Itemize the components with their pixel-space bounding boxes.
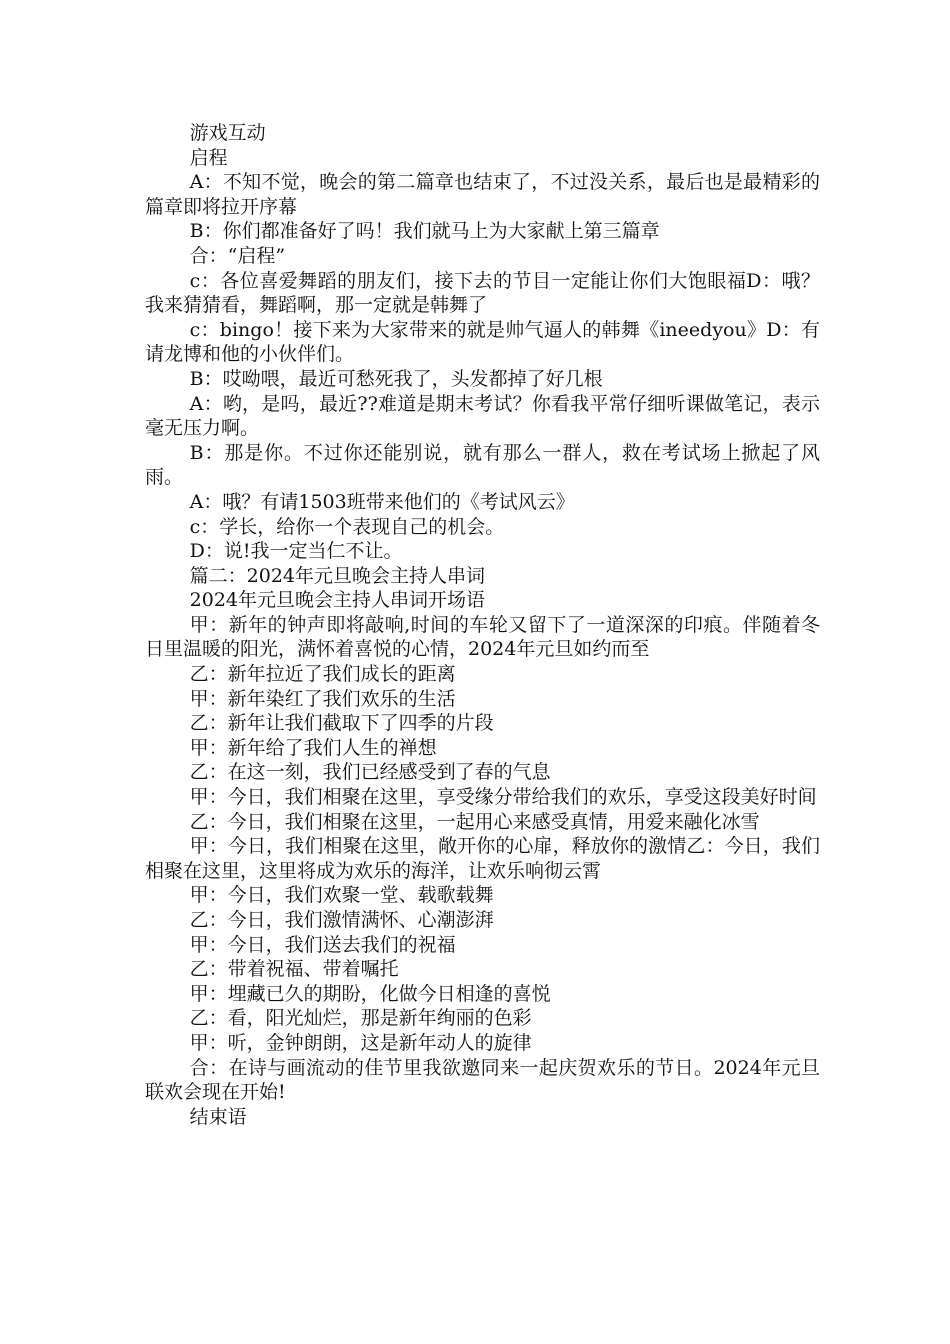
paragraph-8: B：哎呦喂，最近可愁死我了，头发都掉了好几根 (189, 367, 603, 390)
paragraph-31: 甲：听，金钟朗朗，这是新年动人的旋律 (189, 1031, 532, 1054)
paragraph-28: 乙：带着祝福、带着嘱托 (189, 958, 399, 981)
paragraph-11: A：哦？有请1503班带来他们的《考试风云》 (189, 490, 575, 513)
paragraph-18: 甲：新年染红了我们欢乐的生活 (189, 687, 456, 710)
paragraph-27: 甲：今日，我们送去我们的祝福 (189, 933, 456, 956)
paragraph-24: 甲：今日，我们相聚在这里，敞开你的心扉，释放你的激情乙：今日，我们相聚在这里，这里将成为欢乐的海洋，让欢乐响彻云霄 (145, 835, 820, 882)
paragraph-21: 乙：在这一刻，我们已经感受到了春的气息 (189, 761, 551, 784)
paragraph-32: 合：在诗与画流动的佳节里我欲邀同来一起庆贺欢乐的节日。2024年元旦联欢会现在开始! (145, 1056, 820, 1104)
paragraph-9: A：哟，是吗，最近??难道是期末考试？你看我平常仔细听课做笔记，表示毫无压力啊。 (145, 392, 820, 440)
paragraph-12: c：学长，给你一个表现自己的机会。 (189, 515, 505, 538)
paragraph-7: c：bingo！接下来为大家带来的就是帅气逼人的韩舞《ineedyou》D：有请龙博和他的小伙伴们。 (145, 318, 820, 366)
paragraph-22: 甲：今日，我们相聚在这里，享受缘分带给我们的欢乐，享受这段美好时间 (189, 786, 817, 809)
paragraph-25: 甲：今日，我们欢聚一堂、载歌载舞 (189, 884, 494, 907)
paragraph-20: 甲：新年给了我们人生的禅想 (189, 736, 437, 759)
paragraph-10: B：那是你。不过你还能别说，就有那么一群人，救在考试场上掀起了风雨。 (145, 441, 820, 489)
section-heading: 篇二：2024年元旦晚会主持人串词 (189, 564, 485, 587)
paragraph-6: c：各位喜爱舞蹈的朋友们，接下去的节目一定能让你们大饱眼福D：哦？我来猜猜看，舞蹈啊，那一定就是韩舞了 (145, 269, 820, 317)
paragraph-4: B：你们都准备好了吗！我们就马上为大家献上第三篇章 (189, 220, 660, 243)
paragraph-13: D：说!我一定当仁不让。 (189, 540, 403, 563)
paragraph-23: 乙：今日，我们相聚在这里，一起用心来感受真情，用爱来融化冰雪 (189, 810, 760, 833)
paragraph-19: 乙：新年让我们截取下了四季的片段 (189, 712, 494, 735)
paragraph-30: 乙：看，阳光灿烂，那是新年绚丽的色彩 (189, 1007, 532, 1030)
paragraph-17: 乙：新年拉近了我们成长的距离 (189, 663, 456, 686)
paragraph-16: 甲：新年的钟声即将敲响,时间的车轮又留下了一道深深的印痕。伴随着冬日里温暖的阳光，满怀着喜悦的心情，2024年元旦如约而至 (145, 613, 820, 661)
subsection-heading: 2024年元旦晚会主持人串词开场语 (189, 589, 485, 612)
paragraph-2: 启程 (189, 146, 228, 169)
paragraph-26: 乙：今日，我们激情满怀、心潮澎湃 (189, 909, 494, 931)
document-body (145, 121, 820, 1129)
paragraph-5: 合：“启程” (189, 244, 286, 267)
paragraph-3: A：不知不觉，晚会的第二篇章也结束了，不过没关系，最后也是最精彩的篇章即将拉开序幕 (145, 171, 820, 218)
paragraph-29: 甲：埋藏已久的期盼，化做今日相逢的喜悦 (189, 982, 551, 1005)
paragraph-1: 游戏互动 (189, 122, 266, 144)
paragraph-33: 结束语 (189, 1105, 247, 1128)
